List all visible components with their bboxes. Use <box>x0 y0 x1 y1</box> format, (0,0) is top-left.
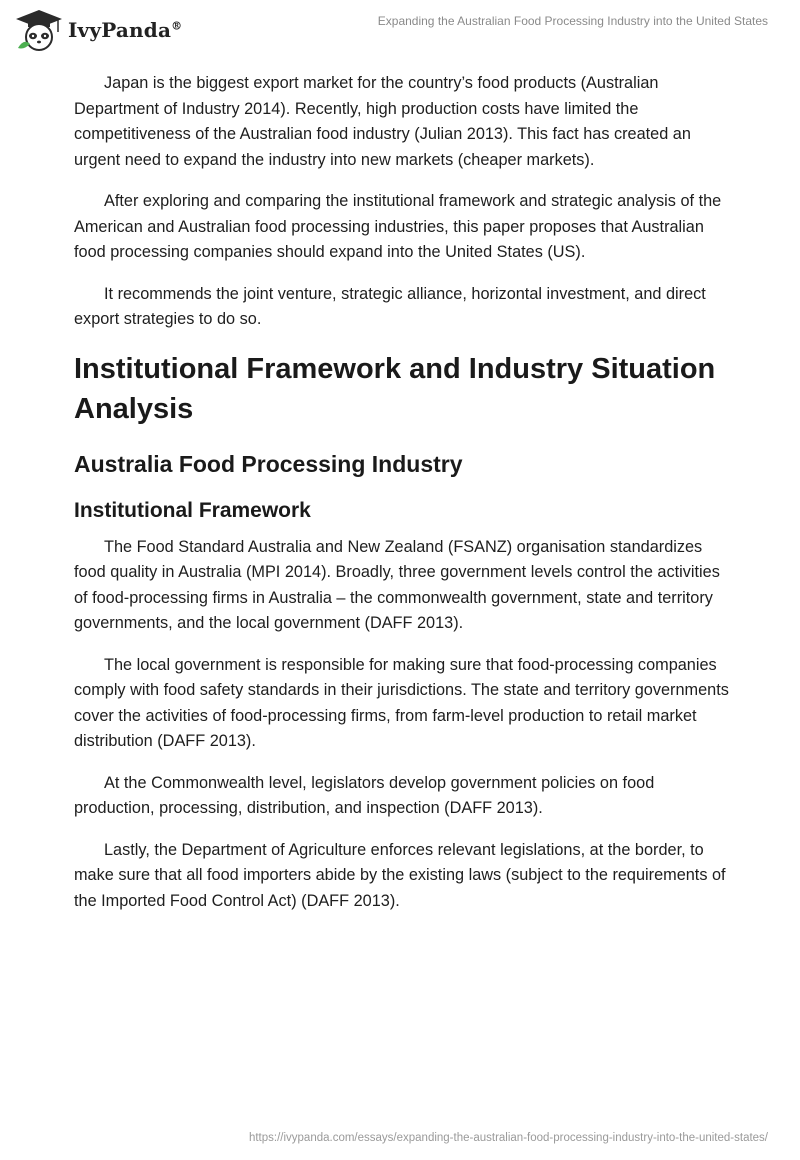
section-heading: Institutional Framework and Industry Situation Analysis <box>74 352 716 425</box>
subsubsection-heading: Institutional Framework <box>74 498 311 522</box>
paragraph: Lastly, the Department of Agriculture enforces relevant legislations, at the border, to make sure that all food importers abide by the existing laws (subject to the requirements of the Imported Food Control Act) (DAFF 2013). <box>74 840 726 910</box>
paragraph: The local government is responsible for making sure that food-processing companies comply with food safety standards in their jurisdictions. The state and territory governments cover the activities of food-processing firms, from farm-level production to retail market distribution (DAFF 2013). <box>74 655 729 750</box>
page-header <box>0 0 800 60</box>
paragraph: The Food Standard Australia and New Zealand (FSANZ) organisation standardizes food quality in Australia (MPI 2014). Broadly, three government levels control the activities of food-processing firms in Australia – the commonwealth government, state and territory governments, and the local government (DAFF 2013). <box>74 537 720 632</box>
ivypanda-logo[interactable] <box>14 8 182 52</box>
paragraph: At the Commonwealth level, legislators develop government policies on food production, processing, distribution, and inspection (DAFF 2013). <box>74 773 655 817</box>
paragraph: Japan is the biggest export market for the country’s food products (Australian Department of Industry 2014). Recently, high production costs have limited the competitiveness of the Australian food industry (Julian 2013). This fact has created an urgent need to expand the industry into new markets (cheaper markets). <box>74 74 691 169</box>
paragraph: After exploring and comparing the institutional framework and strategic analysis of the American and Australian food processing industries, this paper proposes that Australian food processing companies should expand into the United States (US). <box>74 192 722 261</box>
essay-content <box>74 71 734 930</box>
paragraph: It recommends the joint venture, strategic alliance, horizontal investment, and direct export strategies to do so. <box>74 284 706 328</box>
running-title: Expanding the Australian Food Processing Industry into the United States <box>377 14 768 28</box>
panda-graduate-icon <box>14 8 64 52</box>
brand-name: IvyPanda® <box>68 18 183 42</box>
source-url[interactable]: https://ivypanda.com/essays/expanding-the-australian-food-processing-industry-into-the-united-states/ <box>248 1132 768 1144</box>
subsection-heading: Australia Food Processing Industry <box>74 450 463 477</box>
